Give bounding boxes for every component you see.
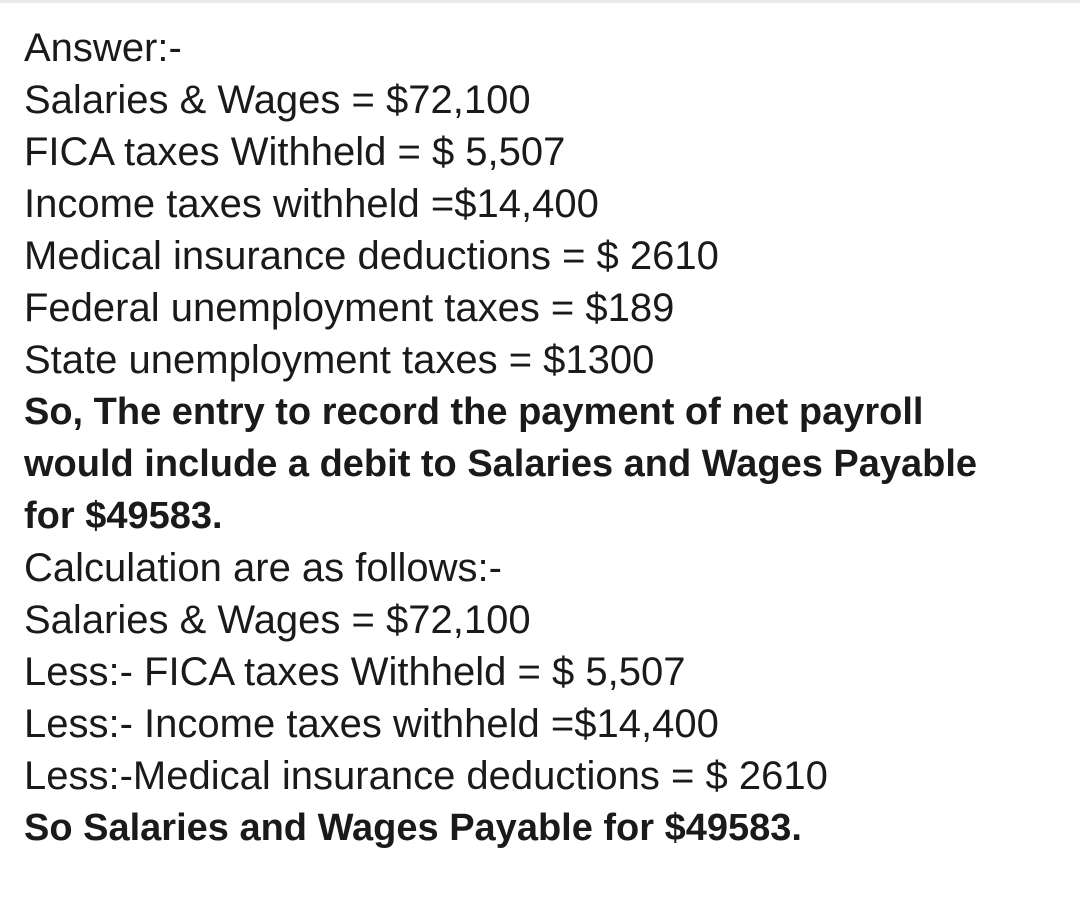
medical-insurance-line: Medical insurance deductions = $ 2610 <box>24 234 719 278</box>
conclusion-line-3: for $49583. <box>24 495 223 537</box>
answer-heading: Answer:- <box>24 26 182 70</box>
calc-medical-line: Less:-Medical insurance deductions = $ 2610 <box>24 754 828 798</box>
calc-salaries-wages-line: Salaries & Wages = $72,100 <box>24 598 531 642</box>
state-unemployment-line: State unemployment taxes = $1300 <box>24 338 655 382</box>
calculation-heading: Calculation are as follows:- <box>24 546 502 590</box>
answer-document <box>24 22 1070 854</box>
salaries-wages-line: Salaries & Wages = $72,100 <box>24 78 531 122</box>
calc-fica-line: Less:- FICA taxes Withheld = $ 5,507 <box>24 650 686 694</box>
federal-unemployment-line: Federal unemployment taxes = $189 <box>24 286 675 330</box>
calc-income-taxes-line: Less:- Income taxes withheld =$14,400 <box>24 702 719 746</box>
top-divider <box>0 0 1080 3</box>
conclusion-line-1: So, The entry to record the payment of net payroll <box>24 391 924 433</box>
final-result-line: So Salaries and Wages Payable for $49583. <box>24 807 802 849</box>
fica-taxes-line: FICA taxes Withheld = $ 5,507 <box>24 130 566 174</box>
income-taxes-line: Income taxes withheld =$14,400 <box>24 182 599 226</box>
conclusion-line-2: would include a debit to Salaries and Wages Payable <box>24 443 978 485</box>
